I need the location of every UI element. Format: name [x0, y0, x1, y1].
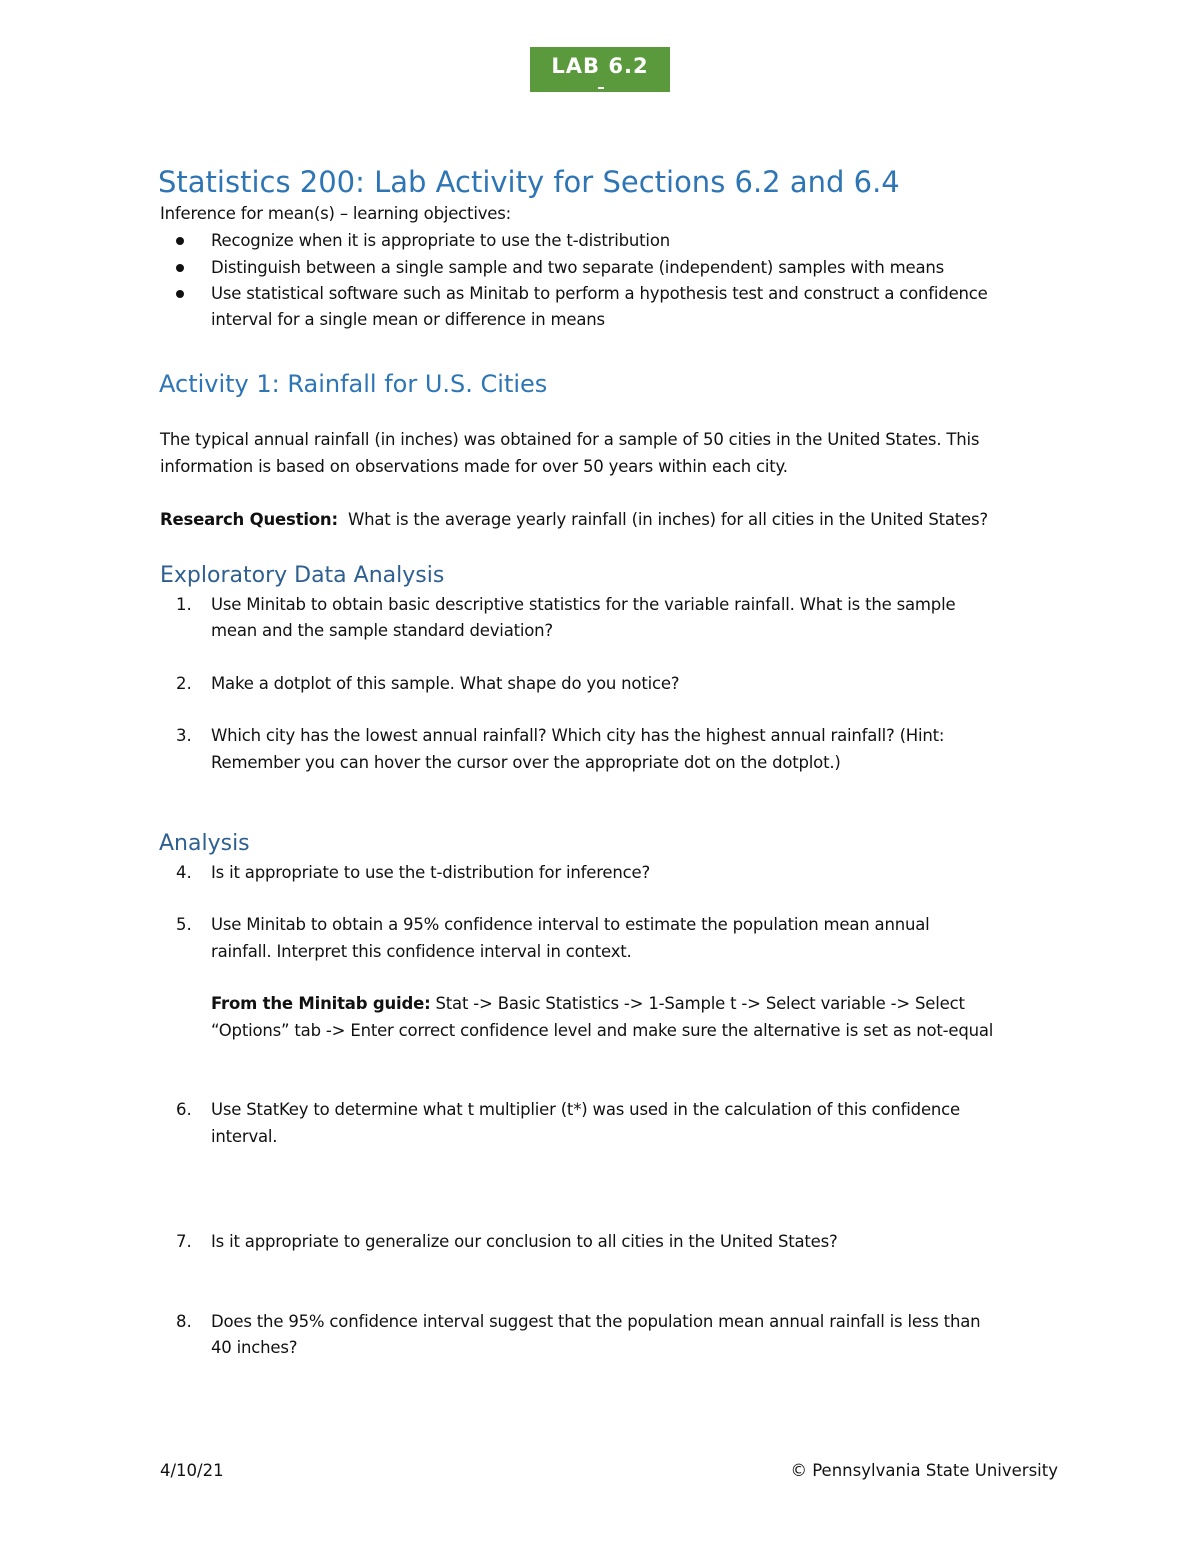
lab-badge-label: LAB 6.2: [551, 54, 649, 78]
question-text: Use Minitab to obtain a 95% confidence interval to estimate the population mean annual: [211, 915, 930, 934]
objective-item: Recognize when it is appropriate to use the t-distribution: [211, 231, 670, 250]
question-text: Use Minitab to obtain basic descriptive statistics for the variable rainfall. What is the sample: [211, 595, 956, 614]
minitab-guide-text: Stat -> Basic Statistics -> 1-Sample t -> Select variable -> Select: [435, 994, 965, 1013]
question-number: 6.: [176, 1100, 192, 1119]
minitab-guide-line: [211, 991, 965, 1018]
question-text: Is it appropriate to use the t-distribution for inference?: [211, 863, 651, 882]
question-text: Make a dotplot of this sample. What shape do you notice?: [211, 674, 680, 693]
question-text: rainfall. Interpret this confidence interval in context.: [211, 942, 632, 961]
question-number: 2.: [176, 674, 192, 693]
footer-date: 4/10/21: [160, 1461, 224, 1480]
footer-copyright: © Pennsylvania State University: [790, 1461, 1058, 1480]
question-text: 40 inches?: [211, 1338, 298, 1357]
lab-badge: [530, 47, 670, 92]
question-number: 7.: [176, 1232, 192, 1251]
bullet-icon: [176, 290, 184, 298]
minitab-guide-line-2: “Options” tab -> Enter correct confidence level and make sure the alternative is set as not-equal: [211, 1021, 994, 1040]
question-text: interval.: [211, 1127, 278, 1146]
question-text: mean and the sample standard deviation?: [211, 621, 553, 640]
research-question-label: Research Question:: [160, 510, 338, 529]
activity-intro-line: information is based on observations made for over 50 years within each city.: [160, 457, 788, 476]
question-text: Remember you can hover the cursor over the appropriate dot on the dotplot.): [211, 753, 841, 772]
objective-item: Distinguish between a single sample and two separate (independent) samples with means: [211, 258, 945, 277]
question-number: 1.: [176, 595, 192, 614]
question-text: Use StatKey to determine what t multiplier (t*) was used in the calculation of this confidence: [211, 1100, 960, 1119]
research-question-text: What is the average yearly rainfall (in inches) for all cities in the United States?: [347, 510, 988, 529]
bullet-icon: [176, 237, 184, 245]
question-text: Is it appropriate to generalize our conclusion to all cities in the United States?: [211, 1232, 838, 1251]
page-title: Statistics 200: Lab Activity for Sections 6.2 and 6.4: [158, 165, 900, 199]
objectives-intro: Inference for mean(s) – learning objectives:: [160, 204, 511, 223]
objective-item: Use statistical software such as Minitab to perform a hypothesis test and construct a confidence: [211, 284, 988, 303]
minitab-guide-label: From the Minitab guide:: [211, 994, 431, 1013]
objective-item-continued: interval for a single mean or difference in means: [211, 310, 605, 329]
question-number: 5.: [176, 915, 192, 934]
question-text: Which city has the lowest annual rainfall? Which city has the highest annual rainfall? (Hint:: [211, 726, 945, 745]
bullet-icon: [176, 264, 184, 272]
eda-heading: Exploratory Data Analysis: [160, 563, 445, 588]
question-number: 8.: [176, 1312, 192, 1331]
analysis-heading: Analysis: [159, 831, 250, 856]
question-number: 3.: [176, 726, 192, 745]
badge-tick-mark: [598, 87, 604, 89]
activity-heading: Activity 1: Rainfall for U.S. Cities: [159, 370, 548, 398]
research-question: [160, 507, 988, 534]
question-number: 4.: [176, 863, 192, 882]
question-text: Does the 95% confidence interval suggest that the population mean annual rainfall is less than: [211, 1312, 981, 1331]
activity-intro-line: The typical annual rainfall (in inches) was obtained for a sample of 50 cities in the United States. This: [160, 430, 980, 449]
